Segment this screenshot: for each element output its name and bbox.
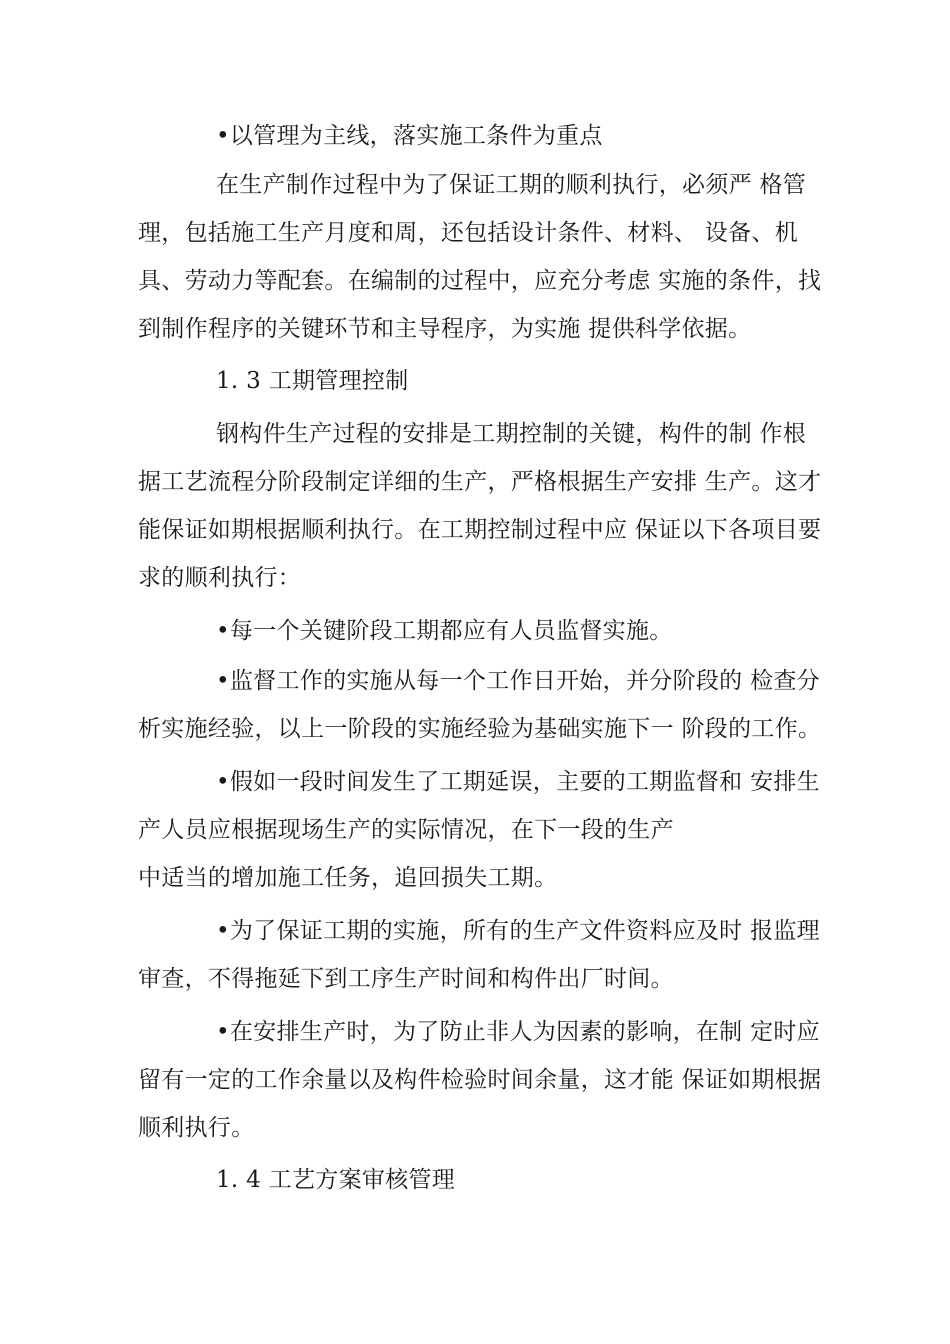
bullet-paragraph [138, 907, 838, 1003]
text-line: •假如一段时间发生了工期延误，主要的工期监督和 安排生 [216, 769, 820, 795]
bullet-paragraph [138, 607, 838, 655]
text-line: 具、劳动力等配套。在编制的过程中，应充分考虑 实施的条件，找 [138, 268, 822, 294]
text-line: •以管理为主线，落实施工条件为重点 [216, 123, 603, 149]
text-line: 析实施经验，以上一阶段的实施经验为基础实施下一 阶段的工作。 [138, 716, 822, 742]
text-line: •每一个关键阶段工期都应有人员监督实施。 [216, 618, 673, 644]
bullet-paragraph [138, 1008, 838, 1152]
bullet-paragraph [138, 758, 838, 902]
text-line: 留有一定的工作余量以及构件检验时间余量，这才能 保证如期根据 [138, 1067, 822, 1093]
text-line: 据工艺流程分阶段制定详细的生产，严格根据生产安排 生产。这才 [138, 469, 822, 495]
text-line: 在生产制作过程中为了保证工期的顺利执行，必须严 格管 [216, 172, 807, 198]
text-line: 能保证如期根据顺利执行。在工期控制过程中应 保证以下各项目要 [138, 517, 822, 543]
text-line: •为了保证工期的实施，所有的生产文件资料应及时 报监理 [216, 918, 820, 944]
text-line: 1. 4 工艺方案审核管理 [216, 1167, 456, 1193]
text-line: 中适当的增加施工任务，追回损失工期。 [138, 865, 558, 891]
text-line: 到制作程序的关键环节和主导程序，为实施 提供科学依据。 [138, 316, 752, 342]
bullet-paragraph [138, 112, 838, 160]
text-line: 钢构件生产过程的安排是工期控制的关键，构件的制 作根 [216, 421, 807, 447]
text-line: 审查，不得拖延下到工序生产时间和构件出厂时间。 [138, 966, 674, 992]
text-line: 1. 3 工期管理控制 [216, 368, 409, 394]
section-heading [138, 357, 838, 405]
text-line: 理，包括施工生产月度和周，还包括设计条件、材料、 设备、机 [138, 220, 799, 246]
text-line: 求的顺利执行： [138, 565, 302, 591]
section-heading [138, 1156, 838, 1204]
text-line: •在安排生产时，为了防止非人为因素的影响，在制 定时应 [216, 1019, 820, 1045]
body-paragraph [138, 410, 838, 602]
text-line: 顺利执行。 [138, 1115, 255, 1141]
body-paragraph [138, 161, 838, 353]
text-line: •监督工作的实施从每一个工作日开始，并分阶段的 检查分 [216, 668, 820, 694]
bullet-paragraph [138, 657, 838, 753]
text-line: 产人员应根据现场生产的实际情况，在下一段的生产 [138, 817, 674, 843]
